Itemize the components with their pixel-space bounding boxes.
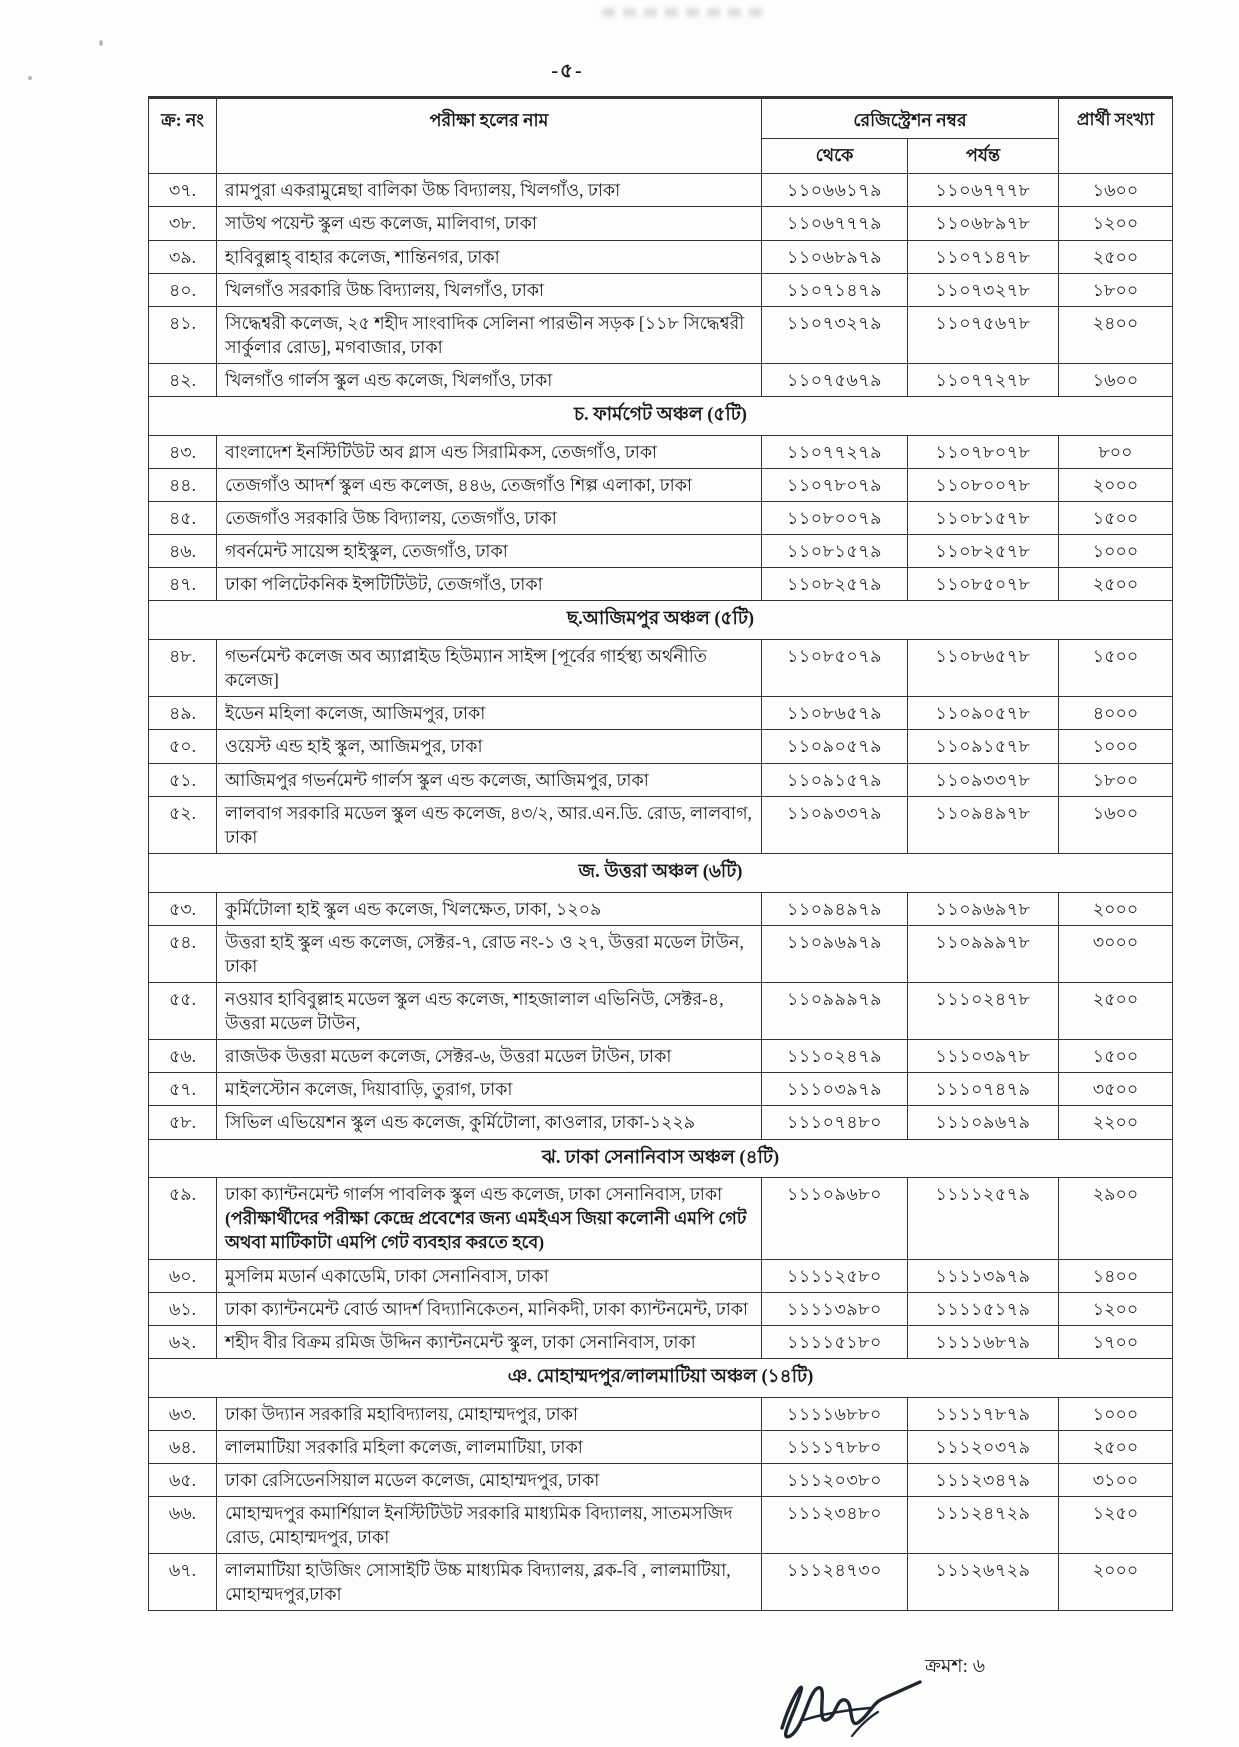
handwritten-signature bbox=[752, 1662, 930, 1747]
section-row bbox=[149, 1358, 1173, 1397]
count-cell: ১৫০০ bbox=[1059, 502, 1173, 535]
reg-from-cell: ১১১১৫১৮০ bbox=[762, 1325, 908, 1358]
serial-cell: ৬৬. bbox=[149, 1496, 217, 1553]
count-cell: ১২৫০ bbox=[1059, 1496, 1173, 1553]
reg-to-cell: ১১০৭৭২৭৮ bbox=[908, 364, 1059, 397]
table-row bbox=[149, 1325, 1173, 1358]
header-reg-from: থেকে bbox=[762, 139, 908, 174]
reg-from-cell: ১১০৯৪৯৭৯ bbox=[762, 892, 908, 925]
reg-to-cell: ১১০৯৬৯৭৮ bbox=[908, 892, 1059, 925]
table-row bbox=[149, 240, 1173, 273]
reg-from-cell: ১১১১৬৮৮০ bbox=[762, 1397, 908, 1430]
count-cell: ২৫০০ bbox=[1059, 240, 1173, 273]
reg-from-cell: ১১১২৪৭৩০ bbox=[762, 1554, 908, 1611]
section-title: ঞ. মোহাম্মদপুর/লালমাটিয়া অঞ্চল (১৪টি) bbox=[149, 1358, 1173, 1397]
reg-from-cell: ১১০৭৭২৭৯ bbox=[762, 435, 908, 468]
serial-cell: ৫০. bbox=[149, 730, 217, 763]
table-row bbox=[149, 435, 1173, 468]
serial-cell: ৪১. bbox=[149, 306, 217, 363]
count-cell: ৩০০০ bbox=[1059, 925, 1173, 982]
reg-to-cell: ১১০৮৫০৭৮ bbox=[908, 568, 1059, 601]
count-cell: ২০০০ bbox=[1059, 468, 1173, 501]
reg-to-cell: ১১১২০৩৭৯ bbox=[908, 1430, 1059, 1463]
serial-cell: ৬৪. bbox=[149, 1430, 217, 1463]
hall-name-cell: মোহাম্মদপুর কমার্শিয়াল ইনস্টিটিউট সরকারি মাধ্যমিক বিদ্যালয়, সাতমসজিদ রোড, মোহাম্মদপুর, ঢাকা bbox=[217, 1496, 762, 1553]
reg-from-cell: ১১০৮৫০৭৯ bbox=[762, 640, 908, 697]
table-row bbox=[149, 468, 1173, 501]
table-row bbox=[149, 535, 1173, 568]
hall-name-cell: খিলগাঁও সরকারি উচ্চ বিদ্যালয়, খিলগাঁও, ঢাকা bbox=[217, 273, 762, 306]
hall-name-note-bold: (পরীক্ষার্থীদের পরীক্ষা কেন্দ্রে প্রবেশের জন্য এমইএস জিয়া কলোনী এমপি গেট অথবা মাটিকাটা এমপি গেট ব্যবহার করতে হবে) bbox=[225, 1208, 747, 1253]
exam-hall-table bbox=[148, 96, 1173, 1611]
hall-name-cell: তেজগাঁও আদর্শ স্কুল এন্ড কলেজ, ৪৪৬, তেজগাঁও শিল্প এলাকা, ঢাকা bbox=[217, 468, 762, 501]
reg-from-cell: ১১০৮০০৭৯ bbox=[762, 502, 908, 535]
count-cell: ১২০০ bbox=[1059, 1292, 1173, 1325]
reg-from-cell: ১১০৯৬৯৭৯ bbox=[762, 925, 908, 982]
hall-name-cell: ইডেন মহিলা কলেজ, আজিমপুর, ঢাকা bbox=[217, 697, 762, 730]
table-row bbox=[149, 1106, 1173, 1139]
reg-from-cell: ১১০৬৭৭৭৯ bbox=[762, 207, 908, 240]
section-title: চ. ফার্মগেট অঞ্চল (৫টি) bbox=[149, 397, 1173, 436]
reg-to-cell: ১১১২৩৪৭৯ bbox=[908, 1463, 1059, 1496]
hall-name-cell: রামপুরা একরামুন্নেছা বালিকা উচ্চ বিদ্যালয়, খিলগাঁও, ঢাকা bbox=[217, 174, 762, 207]
table-header bbox=[149, 98, 1173, 174]
serial-cell: ৪৪. bbox=[149, 468, 217, 501]
count-cell: ১২০০ bbox=[1059, 207, 1173, 240]
section-row bbox=[149, 853, 1173, 892]
reg-from-cell: ১১১০২৪৭৯ bbox=[762, 1040, 908, 1073]
reg-to-cell: ১১১১৬৮৭৯ bbox=[908, 1325, 1059, 1358]
table-row bbox=[149, 1496, 1173, 1553]
count-cell: ২২০০ bbox=[1059, 1106, 1173, 1139]
count-cell: ৪০০০ bbox=[1059, 697, 1173, 730]
serial-cell: ৪৭. bbox=[149, 568, 217, 601]
reg-to-cell: ১১১২৬৭২৯ bbox=[908, 1554, 1059, 1611]
serial-cell: ৪৬. bbox=[149, 535, 217, 568]
reg-from-cell: ১১০৭১৪৭৯ bbox=[762, 273, 908, 306]
reg-to-cell: ১১০৯৯৯৭৮ bbox=[908, 925, 1059, 982]
table-row bbox=[149, 1040, 1173, 1073]
table-row bbox=[149, 982, 1173, 1039]
reg-from-cell: ১১০৯৯৯৭৯ bbox=[762, 982, 908, 1039]
count-cell: ১৬০০ bbox=[1059, 174, 1173, 207]
header-candidates: প্রার্থী সংখ্যা bbox=[1059, 98, 1173, 174]
count-cell: ১৬০০ bbox=[1059, 796, 1173, 853]
count-cell: ৩১০০ bbox=[1059, 1463, 1173, 1496]
hall-name-cell: ঢাকা রেসিডেনসিয়াল মডেল কলেজ, মোহাম্মদপুর, ঢাকা bbox=[217, 1463, 762, 1496]
table-row bbox=[149, 568, 1173, 601]
hall-name-cell: গভর্নমেন্ট কলেজ অব অ্যাপ্লাইড হিউম্যান সাইন্স [পূর্বের গার্হস্থ্য অর্থনীতি কলেজ] bbox=[217, 640, 762, 697]
reg-from-cell: ১১০৭৩২৭৯ bbox=[762, 306, 908, 363]
hall-name-cell: সাউথ পয়েন্ট স্কুল এন্ড কলেজ, মালিবাগ, ঢাকা bbox=[217, 207, 762, 240]
table-row bbox=[149, 697, 1173, 730]
reg-from-cell: ১১১১৭৮৮০ bbox=[762, 1430, 908, 1463]
hall-name-cell: শহীদ বীর বিক্রম রমিজ উদ্দিন ক্যান্টনমেন্ট স্কুল, ঢাকা সেনানিবাস, ঢাকা bbox=[217, 1325, 762, 1358]
reg-to-cell: ১১০৭১৪৭৮ bbox=[908, 240, 1059, 273]
hall-name-cell: নওয়াব হাবিবুল্লাহ মডেল স্কুল এন্ড কলেজ, শাহজালাল এভিনিউ, সেক্টর-৪, উত্তরা মডেল টাউন, bbox=[217, 982, 762, 1039]
reg-to-cell: ১১১০৩৯৭৮ bbox=[908, 1040, 1059, 1073]
table-row bbox=[149, 730, 1173, 763]
header-registration: রেজিস্ট্রেশন নম্বর bbox=[762, 98, 1059, 139]
reg-to-cell: ১১১২৪৭২৯ bbox=[908, 1496, 1059, 1553]
reg-from-cell: ১১০৯৩৩৭৯ bbox=[762, 796, 908, 853]
hall-name-cell: হাবিবুল্লাহ্ বাহার কলেজ, শান্তিনগর, ঢাকা bbox=[217, 240, 762, 273]
hall-name-cell: ঢাকা ক্যান্টনমেন্ট বোর্ড আদর্শ বিদ্যানিকেতন, মানিকদী, ঢাকা ক্যান্টনমেন্ট, ঢাকা bbox=[217, 1292, 762, 1325]
faint-scan-stamp bbox=[602, 8, 770, 17]
serial-cell: ৬৫. bbox=[149, 1463, 217, 1496]
reg-to-cell: ১১০৯৪৯৭৮ bbox=[908, 796, 1059, 853]
table-row bbox=[149, 502, 1173, 535]
reg-from-cell: ১১১০৯৬৮০ bbox=[762, 1178, 908, 1259]
reg-to-cell: ১১০৭৩২৭৮ bbox=[908, 273, 1059, 306]
count-cell: ১০০০ bbox=[1059, 535, 1173, 568]
hall-name-cell: ঢাকা ক্যান্টনমেন্ট গার্লস পাবলিক স্কুল এন্ড কলেজ, ঢাকা সেনানিবাস, ঢাকা (পরীক্ষার্থীদের পরীক্ষা কেন্দ্রে প্রবেশের জন্য এমইএস জিয়া কলোনী এমপি গেট অথবা মাটিকাটা এমপি গেট ব্যবহার করতে হবে) bbox=[217, 1178, 762, 1259]
serial-cell: ৫৩. bbox=[149, 892, 217, 925]
hall-name-cell: আজিমপুর গভর্নমেন্ট গার্লস স্কুল এন্ড কলেজ, আজিমপুর, ঢাকা bbox=[217, 763, 762, 796]
count-cell: ১০০০ bbox=[1059, 730, 1173, 763]
reg-to-cell: ১১০৯০৫৭৮ bbox=[908, 697, 1059, 730]
table-row bbox=[149, 1430, 1173, 1463]
serial-cell: ৬২. bbox=[149, 1325, 217, 1358]
count-cell: ১৪০০ bbox=[1059, 1259, 1173, 1292]
reg-to-cell: ১১১০৭৪৭৯ bbox=[908, 1073, 1059, 1106]
hall-name-cell: লালমাটিয়া সরকারি মহিলা কলেজ, লালমাটিয়া, ঢাকা bbox=[217, 1430, 762, 1463]
reg-to-cell: ১১০৬৮৯৭৮ bbox=[908, 207, 1059, 240]
reg-from-cell: ১১০৮৬৫৭৯ bbox=[762, 697, 908, 730]
reg-to-cell: ১১০৭৫৬৭৮ bbox=[908, 306, 1059, 363]
section-row bbox=[149, 1139, 1173, 1178]
hall-name-cell: খিলগাঁও গার্লস স্কুল এন্ড কলেজ, খিলগাঁও, ঢাকা bbox=[217, 364, 762, 397]
serial-cell: ৫১. bbox=[149, 763, 217, 796]
reg-from-cell: ১১১২০৩৮০ bbox=[762, 1463, 908, 1496]
count-cell: ২৫০০ bbox=[1059, 568, 1173, 601]
table-row bbox=[149, 306, 1173, 363]
serial-cell: ৪৯. bbox=[149, 697, 217, 730]
count-cell: ১৫০০ bbox=[1059, 1040, 1173, 1073]
reg-from-cell: ১১০৮২৫৭৯ bbox=[762, 568, 908, 601]
reg-from-cell: ১১০৯১৫৭৯ bbox=[762, 763, 908, 796]
count-cell: ১৬০০ bbox=[1059, 364, 1173, 397]
table-row bbox=[149, 364, 1173, 397]
count-cell: ২৯০০ bbox=[1059, 1178, 1173, 1259]
scan-speck bbox=[99, 40, 103, 46]
section-title: জ. উত্তরা অঞ্চল (৬টি) bbox=[149, 853, 1173, 892]
table-row bbox=[149, 273, 1173, 306]
reg-to-cell: ১১০৭৮০৭৮ bbox=[908, 435, 1059, 468]
reg-to-cell: ১১১১৫১৭৯ bbox=[908, 1292, 1059, 1325]
serial-cell: ৬০. bbox=[149, 1259, 217, 1292]
hall-name-cell: লালমাটিয়া হাউজিং সোসাইটি উচ্চ মাধ্যমিক বিদ্যালয়, ব্লক-বি , লালমাটিয়া, মোহাম্মদপুর,ঢাকা bbox=[217, 1554, 762, 1611]
hall-name-cell: লালবাগ সরকারি মডেল স্কুল এন্ড কলেজ, ৪৩/২, আর.এন.ডি. রোড, লালবাগ, ঢাকা bbox=[217, 796, 762, 853]
count-cell: ১৮০০ bbox=[1059, 763, 1173, 796]
table-row bbox=[149, 207, 1173, 240]
reg-to-cell: ১১১১২৫৭৯ bbox=[908, 1178, 1059, 1259]
serial-cell: ৫৪. bbox=[149, 925, 217, 982]
hall-name-cell: কুর্মিটোলা হাই স্কুল এন্ড কলেজ, খিলক্ষেত, ঢাকা, ১২০৯ bbox=[217, 892, 762, 925]
reg-from-cell: ১১১২৩৪৮০ bbox=[762, 1496, 908, 1553]
table-row bbox=[149, 1554, 1173, 1611]
serial-cell: ৩৯. bbox=[149, 240, 217, 273]
serial-cell: ৫৫. bbox=[149, 982, 217, 1039]
reg-to-cell: ১১০৮০০৭৮ bbox=[908, 468, 1059, 501]
serial-cell: ৫৮. bbox=[149, 1106, 217, 1139]
hall-name-cell: মাইলস্টোন কলেজ, দিয়াবাড়ি, তুরাগ, ঢাকা bbox=[217, 1073, 762, 1106]
continuation-note: ক্রমশ: ৬ bbox=[925, 1656, 986, 1677]
hall-name-cell: উত্তরা হাই স্কুল এন্ড কলেজ, সেক্টর-৭, রোড নং-১ ও ২৭, উত্তরা মডেল টাউন, ঢাকা bbox=[217, 925, 762, 982]
table-row bbox=[149, 1259, 1173, 1292]
hall-name-cell: ঢাকা উদ্যান সরকারি মহাবিদ্যালয়, মোহাম্মদপুর, ঢাকা bbox=[217, 1397, 762, 1430]
reg-to-cell: ১১১১৭৮৭৯ bbox=[908, 1397, 1059, 1430]
header-serial: ক্র: নং bbox=[149, 98, 217, 174]
serial-cell: ৩৭. bbox=[149, 174, 217, 207]
section-title: ঝ. ঢাকা সেনানিবাস অঞ্চল (৪টি) bbox=[149, 1139, 1173, 1178]
table-row bbox=[149, 1292, 1173, 1325]
reg-to-cell: ১১১১৩৯৭৯ bbox=[908, 1259, 1059, 1292]
table-row bbox=[149, 763, 1173, 796]
section-row bbox=[149, 397, 1173, 436]
serial-cell: ৬১. bbox=[149, 1292, 217, 1325]
serial-cell: ৪৫. bbox=[149, 502, 217, 535]
table-row bbox=[149, 1073, 1173, 1106]
hall-name-cell: সিদ্ধেশ্বরী কলেজ, ২৫ শহীদ সাংবাদিক সেলিনা পারভীন সড়ক [১১৮ সিদ্ধেশ্বরী সার্কুলার রোড], মগবাজার, ঢাকা bbox=[217, 306, 762, 363]
count-cell: ১৫০০ bbox=[1059, 640, 1173, 697]
table-row bbox=[149, 174, 1173, 207]
serial-cell: ৫৯. bbox=[149, 1178, 217, 1259]
count-cell: ১০০০ bbox=[1059, 1397, 1173, 1430]
reg-to-cell: ১১০৯৩৩৭৮ bbox=[908, 763, 1059, 796]
reg-from-cell: ১১০৬৮৯৭৯ bbox=[762, 240, 908, 273]
reg-to-cell: ১১০৮৬৫৭৮ bbox=[908, 640, 1059, 697]
count-cell: ২৫০০ bbox=[1059, 982, 1173, 1039]
header-reg-to: পর্যন্ত bbox=[908, 139, 1059, 174]
hall-name-cell: তেজগাঁও সরকারি উচ্চ বিদ্যালয়, তেজগাঁও, ঢাকা bbox=[217, 502, 762, 535]
reg-from-cell: ১১০৮১৫৭৯ bbox=[762, 535, 908, 568]
serial-cell: ৫৬. bbox=[149, 1040, 217, 1073]
serial-cell: ৫৭. bbox=[149, 1073, 217, 1106]
reg-to-cell: ১১০৯১৫৭৮ bbox=[908, 730, 1059, 763]
count-cell: ১৭০০ bbox=[1059, 1325, 1173, 1358]
reg-to-cell: ১১০৮২৫৭৮ bbox=[908, 535, 1059, 568]
reg-to-cell: ১১০৮১৫৭৮ bbox=[908, 502, 1059, 535]
table-row bbox=[149, 1463, 1173, 1496]
reg-from-cell: ১১০৭৫৬৭৯ bbox=[762, 364, 908, 397]
reg-from-cell: ১১০৬৬১৭৯ bbox=[762, 174, 908, 207]
table-row bbox=[149, 1178, 1173, 1259]
reg-from-cell: ১১১০৭৪৮০ bbox=[762, 1106, 908, 1139]
reg-from-cell: ১১০৯০৫৭৯ bbox=[762, 730, 908, 763]
hall-name-cell: গবর্নমেন্ট সায়েন্স হাইস্কুল, তেজগাঁও, ঢাকা bbox=[217, 535, 762, 568]
table-row bbox=[149, 1397, 1173, 1430]
reg-to-cell: ১১১০২৪৭৮ bbox=[908, 982, 1059, 1039]
table-row bbox=[149, 796, 1173, 853]
table-row bbox=[149, 640, 1173, 697]
serial-cell: ৬৭. bbox=[149, 1554, 217, 1611]
count-cell: ৩৫০০ bbox=[1059, 1073, 1173, 1106]
serial-cell: ৪৩. bbox=[149, 435, 217, 468]
serial-cell: ৩৮. bbox=[149, 207, 217, 240]
hall-name-cell: বাংলাদেশ ইনস্টিটিউট অব গ্লাস এন্ড সিরামিকস, তেজগাঁও, ঢাকা bbox=[217, 435, 762, 468]
serial-cell: ৬৩. bbox=[149, 1397, 217, 1430]
reg-from-cell: ১১১০৩৯৭৯ bbox=[762, 1073, 908, 1106]
reg-from-cell: ১১১১২৫৮০ bbox=[762, 1259, 908, 1292]
section-row bbox=[149, 601, 1173, 640]
reg-from-cell: ১১০৭৮০৭৯ bbox=[762, 468, 908, 501]
serial-cell: ৪২. bbox=[149, 364, 217, 397]
hall-name-cell: মুসলিম মডার্ন একাডেমি, ঢাকা সেনানিবাস, ঢাকা bbox=[217, 1259, 762, 1292]
serial-cell: ৫২. bbox=[149, 796, 217, 853]
count-cell: ১৮০০ bbox=[1059, 273, 1173, 306]
table-row bbox=[149, 925, 1173, 982]
section-title: ছ.আজিমপুর অঞ্চল (৫টি) bbox=[149, 601, 1173, 640]
hall-name-cell: রাজউক উত্তরা মডেল কলেজ, সেক্টর-৬, উত্তরা মডেল টাউন, ঢাকা bbox=[217, 1040, 762, 1073]
reg-to-cell: ১১১০৯৬৭৯ bbox=[908, 1106, 1059, 1139]
serial-cell: ৪০. bbox=[149, 273, 217, 306]
count-cell: ২৫০০ bbox=[1059, 1430, 1173, 1463]
serial-cell: ৪৮. bbox=[149, 640, 217, 697]
count-cell: ২০০০ bbox=[1059, 892, 1173, 925]
count-cell: ৮০০ bbox=[1059, 435, 1173, 468]
page-number: -৫- bbox=[551, 60, 584, 82]
header-hall-name: পরীক্ষা হলের নাম bbox=[217, 98, 762, 174]
hall-name-cell: সিভিল এভিয়েশন স্কুল এন্ড কলেজ, কুর্মিটোলা, কাওলার, ঢাকা-১২২৯ bbox=[217, 1106, 762, 1139]
exam-table-body bbox=[149, 174, 1173, 1611]
hall-name-cell: ওয়েস্ট এন্ড হাই স্কুল, আজিমপুর, ঢাকা bbox=[217, 730, 762, 763]
reg-from-cell: ১১১১৩৯৮০ bbox=[762, 1292, 908, 1325]
hall-name-cell: ঢাকা পলিটেকনিক ইন্সটিটিউট, তেজগাঁও, ঢাকা bbox=[217, 568, 762, 601]
count-cell: ২০০০ bbox=[1059, 1554, 1173, 1611]
table-row bbox=[149, 892, 1173, 925]
count-cell: ২৪০০ bbox=[1059, 306, 1173, 363]
reg-to-cell: ১১০৬৭৭৭৮ bbox=[908, 174, 1059, 207]
